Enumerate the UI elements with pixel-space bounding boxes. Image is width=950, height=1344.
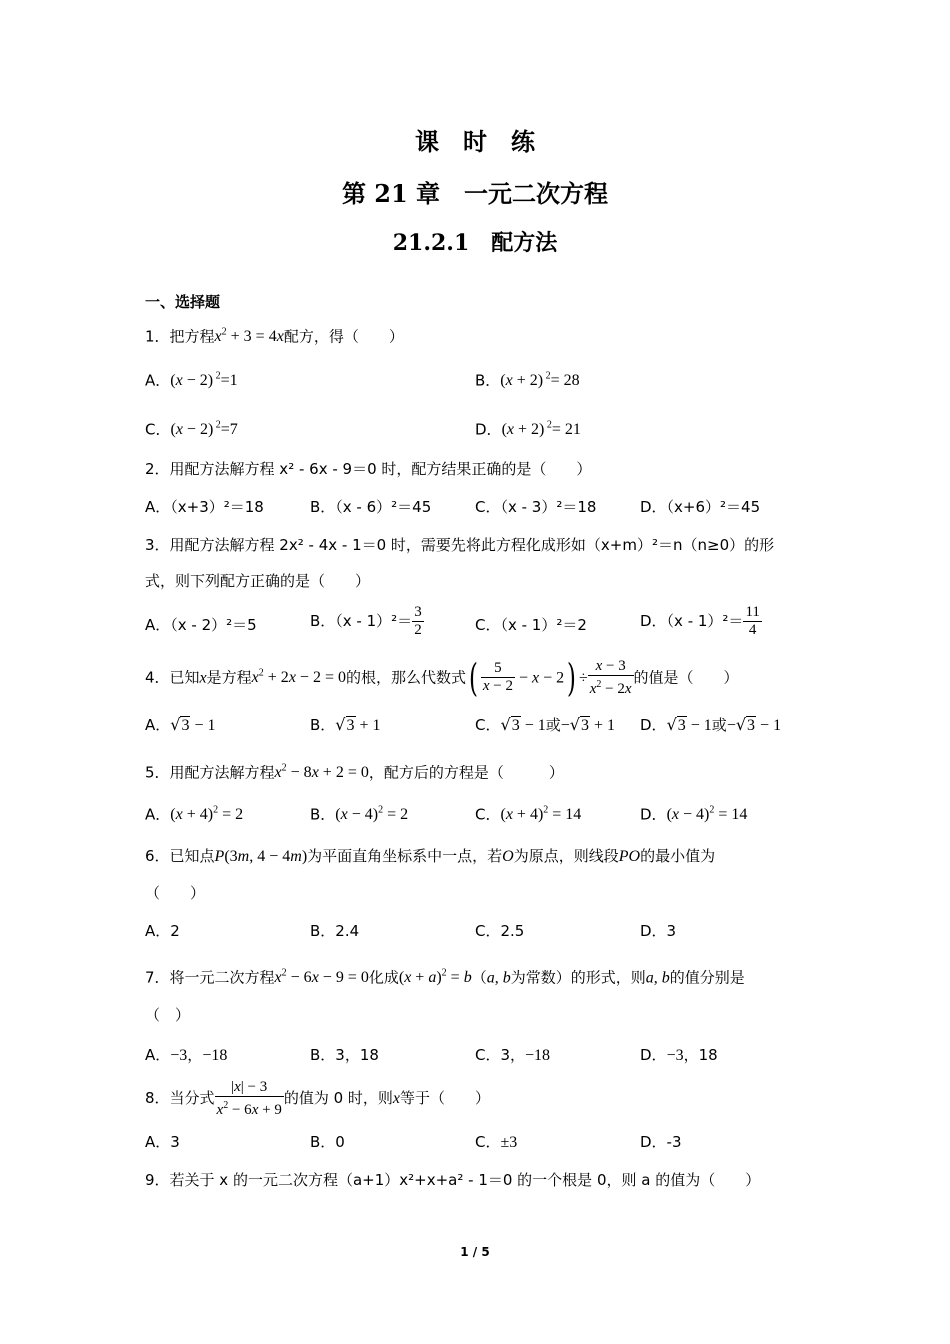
q1-option-c: C．(x − 2) $^2$=7 bbox=[145, 420, 238, 439]
section-heading: 一、选择题 bbox=[145, 293, 221, 311]
q6-option-b: B．2.4 bbox=[310, 922, 360, 940]
page-number: 1 / 5 bbox=[460, 1245, 490, 1259]
q6-option-c: C．2.5 bbox=[475, 922, 525, 940]
q8-option-d: D．-3 bbox=[640, 1133, 682, 1151]
question-6: 6．已知点P(3m, 4 − 4m)为平面直角坐标系中一点，若O为原点，则线段PO的最小值为 bbox=[145, 847, 716, 865]
page-title: 课 时 练 bbox=[415, 127, 535, 156]
question-9: 9．若关于 x 的一元二次方程（a+1）x²+x+a² - 1＝0 的一个根是 0，则 a 的值为（ ） bbox=[145, 1171, 761, 1189]
question-1: 1．把方程$x^2 + 3 = 4x$配方，得（ ） bbox=[145, 327, 404, 346]
q8-option-a: A．3 bbox=[145, 1133, 180, 1151]
question-8: 8．当分式 $\frac{|x| - 3}{x^2 - 6x + 9}$ 的值为 0 时，则x等于（ ） bbox=[145, 1078, 491, 1118]
question-2: 2．用配方法解方程 x² - 6x - 9＝0 时，配方结果正确的是（ ） bbox=[145, 460, 592, 478]
q7-option-b: B．3，18 bbox=[310, 1046, 379, 1064]
question-7: 7．将一元二次方程$x^2 - 6x - 9 = 0$化成$(x + a)^2 = b(a$, b为常数）的形式，则a, b的值分别是 bbox=[145, 968, 745, 987]
q1-option-d: D．(x + 2) $^2$= 21 bbox=[475, 420, 581, 439]
q5-option-b: B．$(x - 4)^2 = 2$ bbox=[310, 805, 409, 824]
question-7-line2: （ ） bbox=[145, 1006, 191, 1024]
q4-option-c: C．√3 − 1或−√3 + 1 bbox=[475, 715, 615, 734]
q3-option-a: A．（x - 2）²＝5 bbox=[145, 616, 257, 634]
q7-option-d: D．−3，18 bbox=[640, 1046, 718, 1064]
question-4: 4．已知x是方程$x^2 + 2x - 2 = 0$的根，那么代数式( $\frac{5}{x - 2}$ − x − 2) ÷ $\frac{x - 3}{x^2 - 2x}$ 的值是（ ） bbox=[145, 655, 739, 700]
q1-option-a: A．(x − 2) $^2$=1 bbox=[145, 371, 238, 390]
q3-option-c: C．（x - 1）²＝2 bbox=[475, 616, 587, 634]
q3-option-b: B．（x - 1）²＝ $\frac{3}{2}$ bbox=[310, 604, 422, 638]
q2-option-c: C．（x - 3）²＝18 bbox=[475, 498, 597, 516]
q2-option-d: D．（x+6）²＝45 bbox=[640, 498, 761, 516]
q6-option-d: D．3 bbox=[640, 922, 677, 940]
q1-option-b: B．(x + 2) $^2$= 28 bbox=[475, 371, 580, 390]
question-3-line1: 3．用配方法解方程 2x² - 4x - 1＝0 时，需要先将此方程化成形如（x+m）²＝n（n≥0）的形 bbox=[145, 536, 775, 554]
q7-option-a: A．−3，−18 bbox=[145, 1046, 228, 1064]
q4-option-a: A．√3 − 1 bbox=[145, 715, 216, 734]
section-title: 21.2.1 配方法 bbox=[392, 230, 558, 256]
question-5: 5．用配方法解方程$x^2 - 8x + 2 = 0$，配方后的方程是（ ） bbox=[145, 763, 564, 782]
q7-option-c: C．3，−18 bbox=[475, 1046, 551, 1064]
q5-option-a: A．$(x + 4)^2 = 2$ bbox=[145, 805, 244, 824]
q3-option-d: D．（x - 1）²＝ $\frac{11}{4}$ bbox=[640, 604, 760, 638]
q8-option-b: B．0 bbox=[310, 1133, 345, 1151]
question-6-line2: （ ） bbox=[145, 884, 206, 902]
q8-option-c: C．±3 bbox=[475, 1133, 518, 1151]
q2-option-b: B．（x - 6）²＝45 bbox=[310, 498, 432, 516]
q5-option-d: D．$(x - 4)^2 = 14$ bbox=[640, 805, 748, 824]
q4-option-d: D．√3 − 1或−√3 − 1 bbox=[640, 715, 782, 734]
chapter-title: 第 21 章 一元二次方程 bbox=[341, 179, 609, 208]
q6-option-a: A．2 bbox=[145, 922, 180, 940]
q4-option-b: B．√3 + 1 bbox=[310, 715, 381, 734]
q2-option-a: A．（x+3）²＝18 bbox=[145, 498, 264, 516]
question-3-line2: 式，则下列配方正确的是（ ） bbox=[145, 572, 371, 590]
q5-option-c: C．$(x + 4)^2 = 14$ bbox=[475, 805, 582, 824]
